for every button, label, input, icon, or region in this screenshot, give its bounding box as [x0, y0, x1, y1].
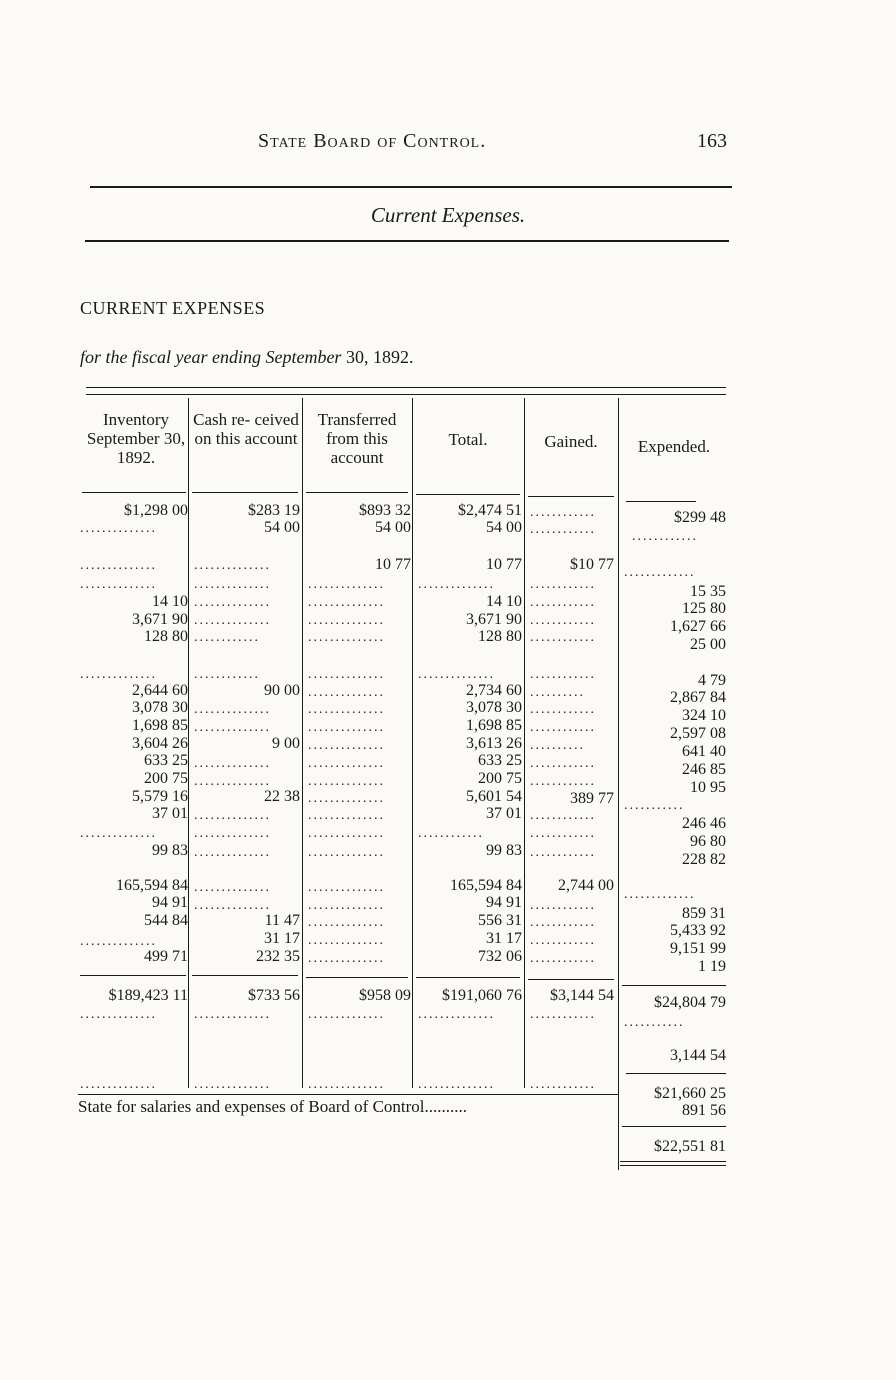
inventory-cell: 37 01	[152, 805, 188, 822]
leader-dots: ..............	[308, 881, 385, 895]
expended-cell: 10 95	[690, 779, 726, 796]
header-rule	[416, 494, 520, 495]
leader-dots: ..............	[194, 578, 271, 592]
running-title: State Board of Control.	[258, 130, 487, 152]
leader-dots: ............	[530, 596, 596, 610]
leader-dots: ..............	[194, 559, 271, 573]
expended-cell: 15 35	[690, 583, 726, 600]
leader-dots: ............	[530, 721, 596, 735]
expended-cell: 5,433 92	[670, 922, 726, 939]
leader-dots: ..............	[308, 614, 385, 628]
total-cell: 10 77	[486, 556, 522, 573]
leader-dots: ..............	[194, 846, 271, 860]
total-cell: 128 80	[478, 628, 522, 645]
leader-dots: ..............	[308, 775, 385, 789]
page-number: 163	[697, 130, 727, 152]
inventory-cell: 544 84	[144, 912, 188, 929]
column-divider	[412, 398, 413, 1088]
expended-cell: 246 85	[682, 761, 726, 778]
leader-dots: ............	[530, 631, 596, 645]
leader-dots: ..............	[194, 757, 271, 771]
leader-dots: ..............	[194, 703, 271, 717]
header-rule	[90, 186, 732, 188]
inventory-cell: 14 10	[152, 593, 188, 610]
leader-dots: ..............	[308, 596, 385, 610]
inventory-cell: 99 83	[152, 842, 188, 859]
expended-cell: 641 40	[682, 743, 726, 760]
cash-cell: $283 19	[248, 502, 300, 519]
note-rule	[78, 1094, 618, 1095]
inventory-cell: 3,604 26	[132, 735, 188, 752]
expended-cell: 125 80	[682, 600, 726, 617]
pre-total-rule	[416, 977, 520, 978]
leader-dots: ..............	[308, 827, 385, 841]
leader-dots: ............	[530, 614, 596, 628]
expended-cell: 25 00	[690, 636, 726, 653]
cash-cell: 31 17	[264, 930, 300, 947]
total-gained: $3,144 54	[550, 987, 614, 1004]
expended-cell: 2,867 84	[670, 689, 726, 706]
leader-dots: ..............	[308, 846, 385, 860]
page-header	[0, 130, 896, 160]
cash-cell: 232 35	[256, 948, 300, 965]
leader-dots: ..............	[308, 792, 385, 806]
inventory-cell: 1,698 85	[132, 717, 188, 734]
transferred-cell: 54 00	[375, 519, 411, 536]
column-divider	[618, 398, 619, 1170]
leader-dots: ............	[194, 668, 260, 682]
total-cell: 1,698 85	[466, 717, 522, 734]
expended-cell: 4 79	[698, 672, 726, 689]
header-rule	[528, 496, 614, 497]
total-inventory: $189,423 11	[108, 987, 188, 1004]
header-rule	[82, 492, 186, 493]
leader-dots: ..............	[308, 757, 385, 771]
grand-total: $22,551 81	[654, 1138, 726, 1155]
pre-total-rule	[192, 975, 298, 976]
section-rule	[85, 240, 729, 242]
inventory-cell: 499 71	[144, 948, 188, 965]
leader-dots: ............	[530, 703, 596, 717]
expended-cell: $299 48	[674, 509, 726, 526]
leader-dots: ............	[194, 631, 260, 645]
column-header-gained: Gained.	[544, 432, 598, 451]
expended-cell: 96 80	[690, 833, 726, 850]
pre-total-rule	[622, 985, 726, 986]
leader-dots: ............	[530, 934, 596, 948]
table-top-rule-1	[86, 387, 726, 388]
total-cell: 732 06	[478, 948, 522, 965]
leader-dots: ..........	[424, 1097, 468, 1116]
leader-dots: ..............	[194, 1078, 271, 1092]
total-cell: 200 75	[478, 770, 522, 787]
leader-dots: ..............	[308, 703, 385, 717]
column-divider	[302, 398, 303, 1088]
leader-dots: ..............	[80, 827, 157, 841]
inventory-cell: 2,644 60	[132, 682, 188, 699]
leader-dots: ..............	[194, 775, 271, 789]
leader-dots: ..........	[530, 686, 585, 700]
total-cell: 14 10	[486, 593, 522, 610]
total-cell: 5,601 54	[466, 788, 522, 805]
header-rule	[192, 492, 298, 493]
leader-dots: .............	[624, 566, 696, 580]
inventory-cell: 633 25	[144, 752, 188, 769]
gained-cell: 2,744 00	[558, 877, 614, 894]
leader-dots: ..............	[80, 1078, 157, 1092]
leader-dots: ..............	[80, 522, 157, 536]
expended-cell: 1 19	[698, 958, 726, 975]
expended-cell: 2,597 08	[670, 725, 726, 742]
total-transferred: $958 09	[359, 987, 411, 1004]
section-title: Current Expenses.	[370, 203, 526, 227]
leader-dots: ..........	[530, 739, 585, 753]
total-cell: 99 83	[486, 842, 522, 859]
transferred-cell: 10 77	[375, 556, 411, 573]
expended-cell: 859 31	[682, 905, 726, 922]
state-amount: 891 56	[682, 1102, 726, 1119]
leader-dots: ..............	[194, 596, 271, 610]
inventory-cell: 3,078 30	[132, 699, 188, 716]
leader-dots: ............	[530, 916, 596, 930]
expended-cell: 324 10	[682, 707, 726, 724]
leader-dots: ............	[530, 506, 596, 520]
leader-dots: ..............	[308, 809, 385, 823]
leader-dots: ..............	[194, 827, 271, 841]
total-expended: $24,804 79	[654, 994, 726, 1011]
leader-dots: ..............	[308, 934, 385, 948]
summary-rule	[622, 1126, 726, 1127]
double-rule-bottom	[620, 1165, 726, 1166]
leader-dots: ..............	[308, 578, 385, 592]
pre-total-rule	[528, 979, 614, 980]
leader-dots: ............	[530, 1008, 596, 1022]
leader-dots: ..............	[194, 614, 271, 628]
pre-total-rule	[306, 977, 408, 978]
leader-dots: ..............	[418, 1008, 495, 1022]
double-rule-top	[620, 1161, 726, 1162]
leader-dots: ..............	[308, 952, 385, 966]
leader-dots: ..............	[308, 739, 385, 753]
cash-cell: 90 00	[264, 682, 300, 699]
leader-dots: .............	[624, 888, 696, 902]
header-rule	[306, 492, 408, 493]
leader-dots: ..............	[418, 668, 495, 682]
net-amount: $21,660 25	[654, 1085, 726, 1102]
leader-dots: ............	[418, 827, 484, 841]
leader-dots: ............	[530, 668, 596, 682]
inventory-cell: $1,298 00	[124, 502, 188, 519]
inventory-cell: 128 80	[144, 628, 188, 645]
total-cell: 94 91	[486, 894, 522, 911]
leader-dots: ..............	[308, 631, 385, 645]
leader-dots: ..............	[80, 559, 157, 573]
total-cell: 37 01	[486, 805, 522, 822]
inventory-cell: 5,579 16	[132, 788, 188, 805]
table-caption: CURRENT EXPENSES	[80, 298, 266, 318]
total-cell: 31 17	[486, 930, 522, 947]
leader-dots: ..............	[194, 1008, 271, 1022]
column-divider	[524, 398, 525, 1088]
state-note-text: State for salaries and expenses of Board of Control	[78, 1097, 425, 1116]
column-divider	[188, 398, 189, 1088]
column-header-total: Total.	[448, 430, 488, 449]
table-subcaption	[80, 347, 413, 368]
leader-dots: ...........	[624, 1016, 685, 1030]
total-total: $191,060 76	[442, 987, 522, 1004]
leader-dots: ..............	[308, 668, 385, 682]
expended-cell: 9,151 99	[670, 940, 726, 957]
leader-dots: ..............	[194, 899, 271, 913]
total-cell: 3,671 90	[466, 611, 522, 628]
transferred-cell: $893 32	[359, 502, 411, 519]
less-gained-amount: 3,144 54	[670, 1047, 726, 1064]
leader-dots: ............	[530, 578, 596, 592]
leader-dots: ............	[530, 775, 596, 789]
leader-dots: ..............	[308, 686, 385, 700]
leader-dots: ..............	[80, 668, 157, 682]
summary-rule	[626, 1073, 726, 1074]
leader-dots: ..............	[80, 935, 157, 949]
total-cell: 3,078 30	[466, 699, 522, 716]
pre-total-rule	[80, 975, 186, 976]
column-header-transferred: Transferred from this account	[317, 410, 397, 467]
header-rule	[626, 501, 696, 502]
leader-dots: ..............	[194, 721, 271, 735]
total-cell: 3,613 26	[466, 735, 522, 752]
leader-dots: ............	[530, 827, 596, 841]
leader-dots: ..............	[308, 899, 385, 913]
inventory-cell: 94 91	[152, 894, 188, 911]
leader-dots: ..............	[308, 916, 385, 930]
leader-dots: ............	[530, 846, 596, 860]
leader-dots: ..............	[80, 578, 157, 592]
total-cell: 2,734 60	[466, 682, 522, 699]
total-cell: $2,474 51	[458, 502, 522, 519]
subcaption-date: 30, 1892.	[345, 347, 414, 367]
total-cell: 165,594 84	[450, 877, 522, 894]
leader-dots: ............	[632, 530, 698, 544]
gained-cell: 389 77	[570, 790, 614, 807]
inventory-cell: 165,594 84	[116, 877, 188, 894]
total-cash: $733 56	[248, 987, 300, 1004]
column-header-cash: Cash re- ceived on this account	[193, 410, 299, 448]
total-cell: 633 25	[478, 752, 522, 769]
total-cell: 556 31	[478, 912, 522, 929]
expended-cell: 246 46	[682, 815, 726, 832]
leader-dots: ..............	[194, 809, 271, 823]
cash-cell: 9 00	[272, 735, 300, 752]
leader-dots: ............	[530, 809, 596, 823]
leader-dots: ............	[530, 899, 596, 913]
leader-dots: ..............	[308, 721, 385, 735]
leader-dots: ..............	[418, 578, 495, 592]
total-cell: 54 00	[486, 519, 522, 536]
table-top-rule-2	[86, 394, 726, 395]
leader-dots: ..............	[194, 881, 271, 895]
expended-cell: 228 82	[682, 851, 726, 868]
state-note	[78, 1097, 467, 1117]
leader-dots: ..............	[308, 1008, 385, 1022]
cash-cell: 54 00	[264, 519, 300, 536]
leader-dots: ............	[530, 523, 596, 537]
leader-dots: ..............	[418, 1078, 495, 1092]
leader-dots: ...........	[624, 799, 685, 813]
column-header-expended: Expended.	[637, 437, 711, 456]
leader-dots: ..............	[80, 1008, 157, 1022]
gained-cell: $10 77	[570, 556, 614, 573]
inventory-cell: 200 75	[144, 770, 188, 787]
leader-dots: ............	[530, 757, 596, 771]
cash-cell: 11 47	[264, 912, 300, 929]
column-header-inventory: Inventory September 30, 1892.	[86, 410, 186, 467]
leader-dots: ............	[530, 952, 596, 966]
subcaption-italic: for the fiscal year ending September	[80, 347, 342, 367]
leader-dots: ..............	[308, 1078, 385, 1092]
inventory-cell: 3,671 90	[132, 611, 188, 628]
leader-dots: ............	[530, 1078, 596, 1092]
cash-cell: 22 38	[264, 788, 300, 805]
expended-cell: 1,627 66	[670, 618, 726, 635]
